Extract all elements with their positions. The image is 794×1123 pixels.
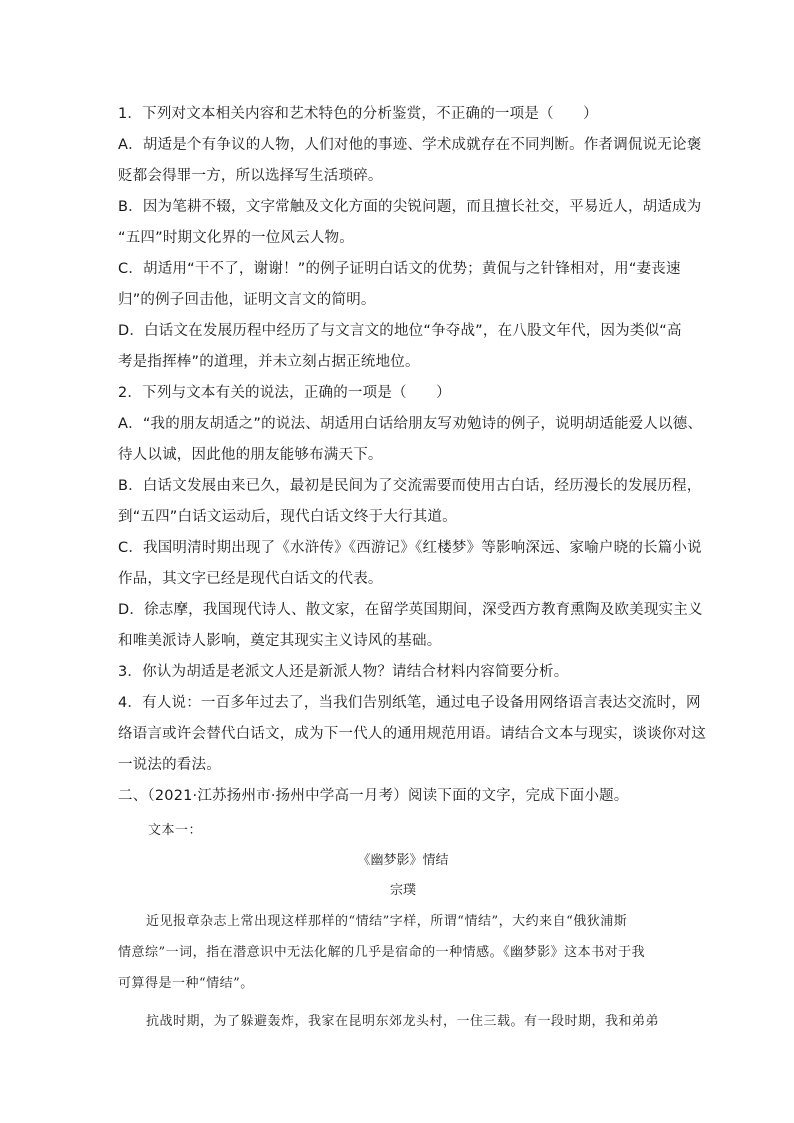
question-2-option-d-cont: 和唯美派诗人影响，奠定其现实主义诗风的基础。 bbox=[118, 633, 442, 649]
question-2-option-d: D．徐志摩，我国现代诗人、散文家，在留学英国期间，深受西方教育熏陶及欧美现实主义 bbox=[118, 602, 703, 618]
question-2-option-a-cont: 待人以诚，因此他的朋友能够布满天下。 bbox=[118, 447, 383, 463]
question-2-stem: 2．下列与文本有关的说法，正确的一项是（ ） bbox=[118, 385, 451, 401]
question-1-option-b: B．因为笔耕不辍，文字常触及文化方面的尖锐问题，而且擅长社交，平易近人，胡适成为 bbox=[118, 199, 702, 215]
question-1-option-a-cont: 贬都会得罪一方，所以选择写生活琐碎。 bbox=[118, 168, 383, 184]
passage-paragraph-2-line-1: 抗战时期，为了躲避轰炸，我家在昆明东郊龙头村，一住三载。有一段时期，我和弟弟 bbox=[146, 1014, 660, 1029]
question-2-option-b: B．白话文发展由来已久，最初是民间为了交流需要而使用古白话，经历漫长的发展历程， bbox=[118, 478, 702, 494]
question-2-option-c: C．我国明清时期出现了《水浒传》《西游记》《红楼梦》等影响深远、家喻户晓的长篇小说 bbox=[118, 540, 702, 556]
question-1-option-b-cont: “五四”时期文化界的一位风云人物。 bbox=[118, 230, 354, 246]
question-1-stem: 1．下列对文本相关内容和艺术特色的分析鉴赏，不正确的一项是（ ） bbox=[118, 106, 598, 122]
question-4-line-2: 络语言或许会替代白话文，成为下一代人的通用规范用语。请结合文本与现实，谈谈你对这 bbox=[118, 726, 706, 742]
section-2-heading: 二、（2021·江苏扬州市·扬州中学高一月考）阅读下面的文字，完成下面小题。 bbox=[118, 788, 629, 804]
passage-label: 文本一： bbox=[148, 823, 203, 838]
passage-paragraph-1-line-3: 可算得是一种“情结”。 bbox=[118, 976, 254, 991]
question-4-line-1: 4．有人说：一百多年过去了，当我们告别纸笔，通过电子设备用网络语言表达交流时，网 bbox=[118, 695, 701, 711]
question-2-option-b-cont: 到“五四”白话文运动后，现代白话文终于大行其道。 bbox=[118, 509, 457, 525]
question-2-option-c-cont: 作品，其文字已经是现代白话文的代表。 bbox=[118, 571, 383, 587]
question-3: 3．你认为胡适是老派文人还是新派人物？请结合材料内容简要分析。 bbox=[118, 664, 569, 680]
question-1-option-a: A．胡适是个有争议的人物，人们对他的事迹、学术成就存在不同判断。作者调侃说无论褒 bbox=[118, 137, 702, 153]
passage-title: 《幽梦影》情结 bbox=[357, 853, 449, 868]
question-2-option-a: A．“我的朋友胡适之”的说法、胡适用白话给朋友写劝勉诗的例子，说明胡适能爱人以德、 bbox=[118, 416, 703, 432]
question-1-option-c: C．胡适用“干不了，谢谢！”的例子证明白话文的优势；黄侃与之针锋相对，用“妻丧速 bbox=[118, 261, 681, 277]
passage-paragraph-1-line-2: 情意综”一词，指在潜意识中无法化解的几乎是宿命的一种情感。《幽梦影》这本书对于我 bbox=[118, 945, 646, 960]
question-1-option-c-cont: 归”的例子回击他，证明文言文的简明。 bbox=[118, 292, 376, 308]
passage-paragraph-1-line-1: 近见报章杂志上常出现这样那样的“情结”字样，所谓“情结”，大约来自“俄狄浦斯 bbox=[146, 914, 628, 929]
question-4-line-3: 一说法的看法。 bbox=[118, 757, 221, 773]
question-1-option-d: D．白话文在发展历程中经历了与文言文的地位“争夺战”，在八股文年代，因为类似“高 bbox=[118, 323, 682, 339]
passage-author: 宗璞 bbox=[389, 883, 416, 898]
question-1-option-d-cont: 考是指挥棒”的道理，并未立刻占据正统地位。 bbox=[118, 354, 420, 370]
